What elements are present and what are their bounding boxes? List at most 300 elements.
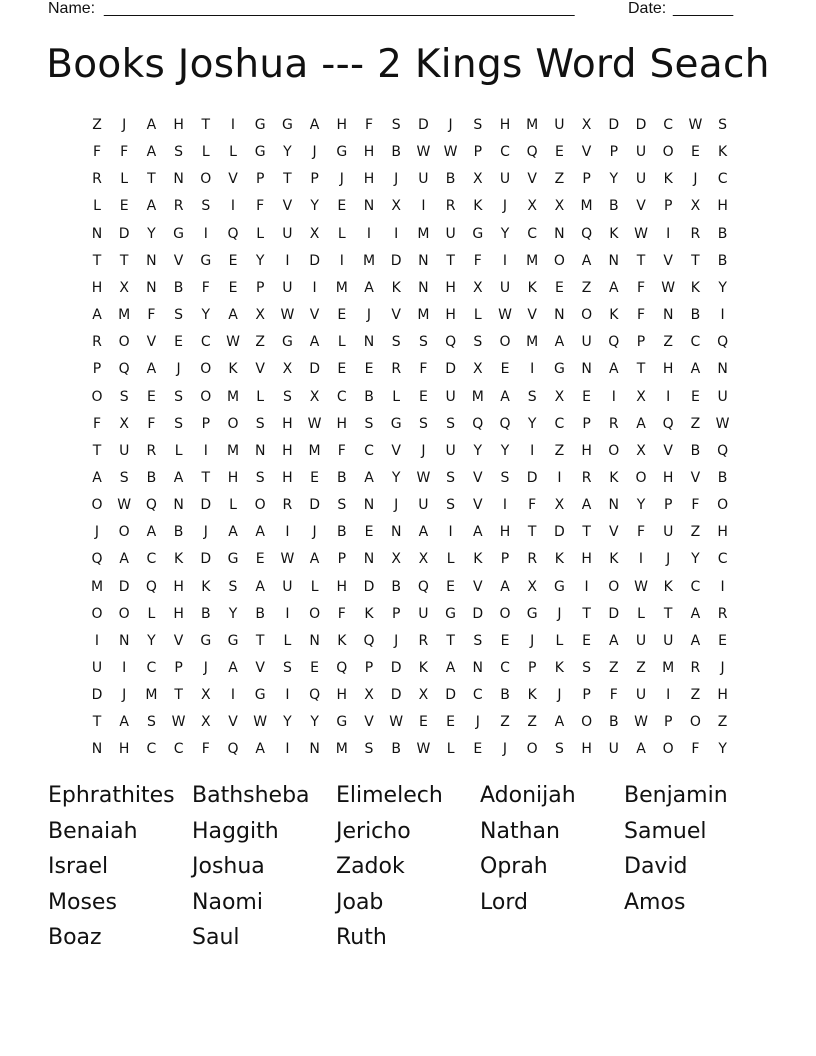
grid-letter[interactable]: G (526, 605, 538, 622)
grid-letter[interactable]: D (200, 497, 212, 514)
grid-letter[interactable]: U (282, 578, 293, 595)
grid-letter[interactable]: S (391, 117, 401, 133)
grid-letter[interactable]: B (608, 714, 619, 731)
grid-letter[interactable]: A (309, 334, 320, 351)
grid-letter[interactable]: H (363, 171, 375, 188)
grid-letter[interactable]: A (92, 469, 102, 486)
grid-letter[interactable]: S (391, 334, 401, 351)
grid-letter[interactable]: S (364, 741, 374, 758)
grid-letter[interactable]: Q (118, 361, 130, 378)
grid-letter[interactable]: A (609, 361, 619, 378)
grid-letter[interactable]: M (145, 687, 158, 704)
grid-letter[interactable]: I (666, 225, 671, 242)
grid-letter[interactable]: S (174, 388, 184, 405)
grid-letter[interactable]: J (339, 171, 344, 188)
grid-letter[interactable]: W (498, 307, 512, 324)
grid-letter[interactable]: V (527, 171, 537, 188)
grid-letter[interactable]: T (636, 361, 646, 378)
grid-letter[interactable]: F (92, 415, 102, 432)
grid-letter[interactable]: T (636, 252, 646, 269)
grid-letter[interactable]: A (554, 334, 565, 351)
grid-letter[interactable]: A (255, 524, 265, 541)
grid-letter[interactable]: Q (581, 225, 593, 242)
grid-letter[interactable]: J (475, 714, 480, 731)
grid-letter[interactable]: S (418, 415, 428, 432)
grid-letter[interactable]: D (635, 117, 647, 133)
grid-letter[interactable]: V (690, 469, 701, 486)
grid-letter[interactable]: J (693, 171, 698, 188)
grid-letter[interactable]: V (663, 252, 673, 269)
grid-letter[interactable]: I (230, 687, 236, 704)
grid-letter[interactable]: D (363, 578, 375, 595)
grid-letter[interactable]: S (201, 198, 211, 215)
grid-letter[interactable]: U (418, 605, 429, 622)
grid-letter[interactable]: E (174, 334, 184, 351)
grid-letter[interactable]: Y (500, 225, 510, 242)
grid-letter[interactable]: K (337, 632, 347, 649)
grid-letter[interactable]: M (226, 388, 240, 405)
grid-letter[interactable]: J (557, 605, 562, 622)
grid-letter[interactable]: F (201, 741, 210, 758)
grid-letter[interactable]: S (473, 334, 483, 351)
grid-letter[interactable]: A (119, 714, 129, 731)
grid-letter[interactable]: A (581, 497, 592, 514)
grid-letter[interactable]: W (634, 225, 648, 242)
grid-letter[interactable]: Y (609, 171, 619, 188)
grid-letter[interactable]: Q (662, 415, 674, 432)
grid-letter[interactable]: A (92, 307, 102, 324)
grid-letter[interactable]: M (662, 660, 675, 676)
grid-letter[interactable]: E (228, 252, 238, 269)
grid-letter[interactable]: S (174, 415, 184, 432)
grid-letter[interactable]: U (608, 741, 619, 758)
grid-letter[interactable]: S (446, 497, 456, 514)
grid-letter[interactable]: L (473, 307, 482, 324)
grid-letter[interactable]: W (280, 307, 295, 324)
grid-letter[interactable]: G (200, 252, 212, 269)
grid-letter[interactable]: U (635, 144, 647, 161)
grid-letter[interactable]: P (527, 660, 537, 676)
grid-letter[interactable]: Q (417, 578, 429, 595)
grid-letter[interactable]: H (499, 524, 511, 541)
grid-letter[interactable]: L (446, 741, 455, 758)
grid-letter[interactable]: D (390, 252, 402, 269)
grid-letter[interactable]: Q (526, 144, 538, 161)
grid-letter[interactable]: P (473, 144, 483, 161)
grid-letter[interactable]: M (526, 252, 539, 269)
grid-letter[interactable]: T (691, 252, 700, 269)
grid-letter[interactable]: R (173, 198, 184, 215)
grid-letter[interactable]: O (608, 578, 620, 595)
grid-letter[interactable]: T (201, 469, 211, 486)
grid-letter[interactable]: F (147, 307, 156, 324)
grid-letter[interactable]: G (281, 334, 293, 351)
grid-letter[interactable]: P (663, 714, 673, 731)
grid-letter[interactable]: P (582, 171, 591, 188)
grid-letter[interactable]: L (256, 225, 265, 242)
grid-letter[interactable]: I (203, 442, 208, 459)
grid-letter[interactable]: E (310, 660, 320, 676)
grid-letter[interactable]: N (146, 279, 157, 296)
grid-letter[interactable]: J (122, 687, 127, 704)
grid-letter[interactable]: W (416, 144, 431, 161)
grid-letter[interactable]: E (473, 741, 483, 758)
grid-letter[interactable]: N (554, 307, 565, 324)
grid-letter[interactable]: T (201, 117, 211, 133)
grid-letter[interactable]: G (281, 117, 293, 133)
grid-letter[interactable]: U (282, 225, 293, 242)
grid-letter[interactable]: O (200, 171, 212, 188)
grid-letter[interactable]: K (473, 551, 483, 568)
grid-letter[interactable]: F (528, 497, 537, 514)
grid-letter[interactable]: J (203, 524, 208, 541)
grid-letter[interactable]: K (663, 171, 673, 188)
grid-letter[interactable]: E (446, 714, 456, 731)
grid-letter[interactable]: F (609, 687, 618, 704)
grid-letter[interactable]: Q (499, 415, 511, 432)
grid-letter[interactable]: H (662, 361, 674, 378)
grid-letter[interactable]: L (201, 144, 210, 161)
grid-letter[interactable]: U (445, 442, 456, 459)
grid-letter[interactable]: X (201, 714, 211, 731)
grid-letter[interactable]: W (634, 578, 648, 595)
grid-letter[interactable]: S (500, 469, 510, 486)
grid-letter[interactable]: R (690, 225, 701, 242)
grid-letter[interactable]: G (200, 632, 212, 649)
grid-letter[interactable]: O (662, 741, 674, 758)
grid-letter[interactable]: L (147, 605, 156, 622)
grid-letter[interactable]: N (363, 551, 375, 568)
grid-letter[interactable]: X (119, 415, 129, 432)
grid-letter[interactable]: I (285, 524, 290, 541)
grid-letter[interactable]: Y (310, 198, 319, 215)
grid-letter[interactable]: X (309, 225, 320, 242)
grid-letter[interactable]: M (308, 442, 321, 459)
grid-letter[interactable]: Q (717, 334, 729, 351)
grid-letter[interactable]: P (174, 660, 183, 676)
grid-letter[interactable]: A (364, 279, 374, 296)
grid-letter[interactable]: R (608, 415, 619, 432)
grid-letter[interactable]: T (119, 252, 129, 269)
grid-letter[interactable]: Z (527, 714, 537, 731)
grid-letter[interactable]: V (228, 171, 238, 188)
grid-letter[interactable]: Y (310, 714, 319, 731)
grid-letter[interactable]: D (472, 605, 484, 622)
grid-letter[interactable]: O (499, 334, 511, 351)
grid-letter[interactable]: T (527, 524, 537, 541)
grid-letter[interactable]: H (282, 415, 293, 432)
grid-letter[interactable]: B (690, 307, 701, 324)
grid-letter[interactable]: Y (283, 714, 292, 731)
grid-letter[interactable]: H (336, 578, 348, 595)
grid-letter[interactable]: C (717, 551, 728, 568)
grid-letter[interactable]: O (526, 741, 538, 758)
grid-letter[interactable]: N (363, 198, 375, 215)
grid-letter[interactable]: K (418, 660, 428, 676)
grid-letter[interactable]: X (364, 687, 374, 704)
grid-letter[interactable]: R (92, 171, 102, 188)
grid-letter[interactable]: E (582, 388, 592, 405)
grid-letter[interactable]: C (364, 442, 374, 459)
grid-letter[interactable]: N (662, 307, 674, 324)
grid-letter[interactable]: R (581, 469, 592, 486)
grid-letter[interactable]: Y (527, 415, 537, 432)
grid-letter[interactable]: E (500, 632, 510, 649)
grid-letter[interactable]: X (473, 361, 483, 378)
grid-letter[interactable]: O (118, 524, 130, 541)
grid-letter[interactable]: D (554, 524, 565, 541)
grid-letter[interactable]: A (119, 551, 129, 568)
grid-letter[interactable]: A (228, 307, 238, 324)
date-blank-line[interactable]: _______ (673, 0, 733, 17)
grid-letter[interactable]: A (554, 714, 565, 731)
grid-letter[interactable]: I (638, 551, 644, 568)
grid-letter[interactable]: J (421, 442, 426, 459)
grid-letter[interactable]: J (394, 497, 399, 514)
grid-letter[interactable]: X (119, 279, 129, 296)
grid-letter[interactable]: S (255, 415, 265, 432)
grid-letter[interactable]: B (336, 524, 347, 541)
grid-letter[interactable]: X (554, 198, 565, 215)
grid-letter[interactable]: J (94, 524, 100, 541)
grid-letter[interactable]: W (416, 469, 431, 486)
grid-letter[interactable]: E (582, 632, 592, 649)
grid-letter[interactable]: B (173, 524, 184, 541)
grid-letter[interactable]: M (362, 252, 376, 269)
grid-letter[interactable]: C (690, 578, 701, 595)
grid-letter[interactable]: R (717, 605, 728, 622)
grid-letter[interactable]: P (337, 551, 347, 568)
grid-letter[interactable]: C (146, 660, 157, 676)
grid-letter[interactable]: J (502, 198, 508, 215)
grid-letter[interactable]: V (173, 252, 184, 269)
grid-letter[interactable]: Z (92, 117, 102, 133)
grid-letter[interactable]: H (662, 469, 674, 486)
grid-letter[interactable]: I (285, 252, 290, 269)
grid-letter[interactable]: F (691, 741, 700, 758)
grid-letter[interactable]: B (336, 469, 347, 486)
grid-letter[interactable]: H (282, 442, 293, 459)
grid-letter[interactable]: O (309, 605, 321, 622)
grid-letter[interactable]: C (146, 741, 157, 758)
grid-letter[interactable]: N (390, 524, 402, 541)
grid-letter[interactable]: V (473, 497, 483, 514)
grid-letter[interactable]: L (93, 198, 101, 215)
grid-letter[interactable]: P (255, 171, 265, 188)
grid-letter[interactable]: R (146, 442, 157, 459)
grid-letter[interactable]: T (582, 605, 591, 622)
grid-letter[interactable]: S (473, 117, 483, 133)
grid-letter[interactable]: F (636, 307, 646, 324)
grid-letter[interactable]: A (146, 144, 157, 161)
grid-letter[interactable]: N (118, 632, 130, 649)
grid-letter[interactable]: A (690, 632, 701, 649)
grid-letter[interactable]: I (584, 578, 589, 595)
grid-letter[interactable]: G (553, 361, 565, 378)
grid-letter[interactable]: E (690, 388, 700, 405)
grid-letter[interactable]: S (174, 144, 184, 161)
grid-letter[interactable]: Q (717, 442, 729, 459)
grid-letter[interactable]: J (366, 307, 372, 324)
grid-letter[interactable]: E (418, 388, 428, 405)
grid-letter[interactable]: X (690, 198, 701, 215)
grid-letter[interactable]: T (582, 524, 591, 541)
grid-letter[interactable]: X (473, 171, 483, 188)
grid-letter[interactable]: Q (336, 660, 348, 676)
grid-letter[interactable]: X (309, 388, 320, 405)
grid-letter[interactable]: F (120, 144, 129, 161)
grid-letter[interactable]: E (337, 361, 347, 378)
grid-letter[interactable]: K (609, 551, 619, 568)
grid-letter[interactable]: W (171, 714, 186, 731)
grid-letter[interactable]: F (92, 144, 102, 161)
grid-letter[interactable]: K (364, 605, 374, 622)
grid-letter[interactable]: K (663, 578, 673, 595)
grid-letter[interactable]: A (255, 741, 265, 758)
grid-letter[interactable]: P (500, 551, 510, 568)
grid-letter[interactable]: J (666, 551, 671, 568)
grid-letter[interactable]: M (226, 442, 240, 459)
grid-letter[interactable]: H (118, 741, 130, 758)
grid-letter[interactable]: G (254, 144, 266, 161)
grid-letter[interactable]: Q (227, 741, 239, 758)
grid-letter[interactable]: Z (690, 524, 701, 541)
grid-letter[interactable]: N (173, 171, 184, 188)
grid-letter[interactable]: M (335, 741, 348, 758)
grid-letter[interactable]: G (173, 225, 185, 242)
grid-letter[interactable]: E (554, 144, 564, 161)
grid-letter[interactable]: M (90, 578, 104, 595)
grid-letter[interactable]: W (226, 334, 240, 351)
grid-letter[interactable]: A (146, 117, 157, 133)
grid-letter[interactable]: O (254, 497, 266, 514)
grid-letter[interactable]: E (364, 361, 374, 378)
grid-letter[interactable]: S (282, 388, 292, 405)
grid-letter[interactable]: I (285, 741, 290, 758)
grid-letter[interactable]: I (666, 687, 671, 704)
grid-letter[interactable]: X (418, 687, 429, 704)
grid-letter[interactable]: O (662, 144, 674, 161)
grid-letter[interactable]: J (557, 687, 562, 704)
grid-letter[interactable]: D (608, 605, 620, 622)
grid-letter[interactable]: Q (363, 632, 375, 649)
grid-letter[interactable]: K (609, 469, 619, 486)
grid-letter[interactable]: H (717, 687, 728, 704)
grid-letter[interactable]: S (174, 307, 184, 324)
grid-letter[interactable]: L (337, 225, 346, 242)
grid-letter[interactable]: B (717, 469, 728, 486)
grid-letter[interactable]: X (282, 361, 293, 378)
grid-letter[interactable]: B (200, 605, 211, 622)
grid-letter[interactable]: H (445, 307, 456, 324)
grid-letter[interactable]: F (364, 117, 374, 133)
grid-letter[interactable]: H (363, 144, 375, 161)
grid-letter[interactable]: X (554, 497, 565, 514)
grid-letter[interactable]: D (309, 497, 320, 514)
grid-letter[interactable]: N (146, 252, 157, 269)
grid-letter[interactable]: P (582, 687, 591, 704)
grid-letter[interactable]: O (118, 605, 130, 622)
grid-letter[interactable]: T (255, 632, 265, 649)
grid-letter[interactable]: D (200, 551, 212, 568)
grid-letter[interactable]: G (227, 632, 239, 649)
grid-letter[interactable]: L (283, 632, 292, 649)
grid-letter[interactable]: G (227, 551, 239, 568)
grid-letter[interactable]: P (255, 279, 265, 296)
grid-letter[interactable]: B (717, 252, 728, 269)
grid-letter[interactable]: Z (500, 714, 510, 731)
grid-letter[interactable]: A (473, 524, 483, 541)
grid-letter[interactable]: M (417, 225, 430, 242)
grid-letter[interactable]: J (530, 632, 535, 649)
grid-letter[interactable]: L (229, 144, 237, 161)
grid-letter[interactable]: U (499, 171, 511, 188)
grid-letter[interactable]: V (255, 660, 265, 676)
grid-letter[interactable]: U (445, 225, 456, 242)
grid-letter[interactable]: O (499, 605, 511, 622)
grid-letter[interactable]: L (174, 442, 183, 459)
grid-letter[interactable]: D (309, 252, 320, 269)
grid-letter[interactable]: V (636, 198, 646, 215)
grid-letter[interactable]: B (717, 225, 728, 242)
grid-letter[interactable]: Y (691, 551, 700, 568)
grid-letter[interactable]: N (363, 497, 375, 514)
grid-letter[interactable]: P (391, 605, 401, 622)
grid-letter[interactable]: V (609, 524, 619, 541)
grid-letter[interactable]: U (418, 497, 429, 514)
grid-letter[interactable]: U (581, 334, 592, 351)
grid-letter[interactable]: N (309, 741, 320, 758)
grid-letter[interactable]: U (119, 442, 130, 459)
grid-letter[interactable]: S (282, 660, 292, 676)
grid-letter[interactable]: B (391, 578, 401, 595)
grid-letter[interactable]: C (663, 117, 674, 133)
grid-letter[interactable]: O (608, 442, 620, 459)
grid-letter[interactable]: Q (309, 687, 321, 704)
grid-letter[interactable]: L (446, 551, 455, 568)
grid-letter[interactable]: Y (473, 442, 483, 459)
grid-letter[interactable]: I (557, 469, 562, 486)
grid-letter[interactable]: E (146, 388, 156, 405)
grid-letter[interactable]: K (554, 551, 564, 568)
grid-letter[interactable]: I (230, 117, 236, 133)
grid-letter[interactable]: P (636, 334, 646, 351)
grid-letter[interactable]: P (663, 198, 673, 215)
grid-letter[interactable]: Y (718, 741, 727, 758)
grid-letter[interactable]: W (307, 415, 322, 432)
grid-letter[interactable]: N (472, 660, 484, 676)
grid-letter[interactable]: W (280, 551, 295, 568)
grid-letter[interactable]: R (391, 361, 402, 378)
grid-letter[interactable]: B (146, 469, 157, 486)
grid-letter[interactable]: O (118, 334, 130, 351)
grid-letter[interactable]: L (310, 578, 319, 595)
grid-letter[interactable]: J (122, 117, 127, 133)
grid-letter[interactable]: I (339, 252, 344, 269)
grid-letter[interactable]: R (445, 198, 456, 215)
grid-letter[interactable]: B (364, 388, 374, 405)
grid-letter[interactable]: K (473, 198, 483, 215)
grid-letter[interactable]: Z (554, 171, 565, 188)
grid-letter[interactable]: M (526, 117, 539, 133)
grid-letter[interactable]: T (446, 252, 455, 269)
grid-letter[interactable]: I (666, 388, 671, 405)
grid-letter[interactable]: V (527, 307, 537, 324)
grid-letter[interactable]: F (419, 361, 428, 378)
grid-letter[interactable]: L (120, 171, 129, 188)
grid-letter[interactable]: K (391, 279, 401, 296)
grid-letter[interactable]: F (636, 524, 646, 541)
